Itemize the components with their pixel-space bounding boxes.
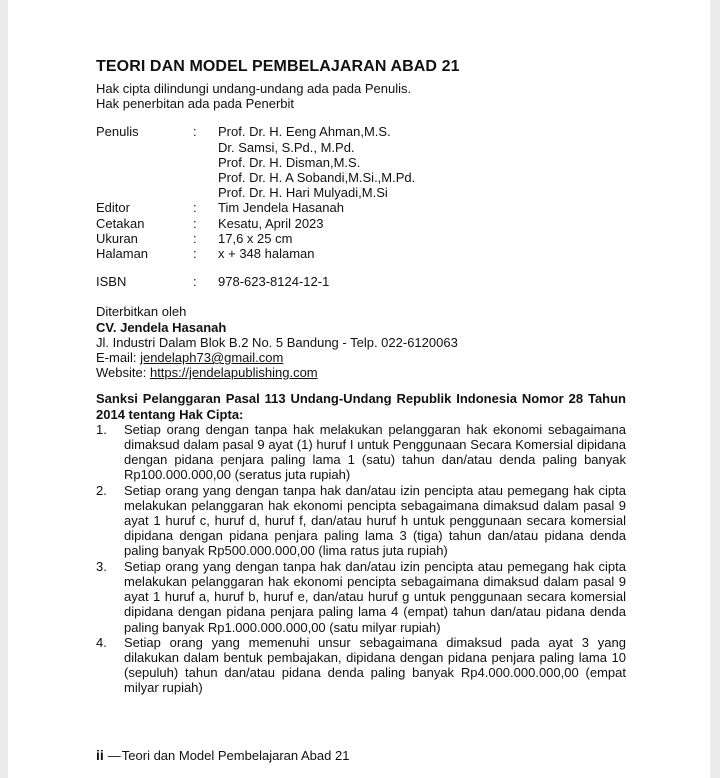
metadata-row-ukuran (96, 231, 626, 246)
copyright-line-1: Hak cipta dilindungi undang-undang ada pada Penulis. (96, 81, 412, 96)
list-item-text: Setiap orang yang dengan tanpa hak dan/atau izin pencipta atau pemegang hak cipta melakukan pelanggaran hak ekonomi pencipta sebagaimana dimaksud dalam pasal 9 ayat 1 huruf c, huruf d, huruf f, dan/atau huruf h untuk penggunaan secara komersial dipidana dengan pidana penjara paling lama 3 (tiga) tahun dan/atau pidana denda paling banyak Rp500.000.000,00 (lima ratus juta rupiah) (124, 482, 626, 559)
list-item-number: 4. (96, 634, 107, 650)
author-name: Prof. Dr. H. Hari Mulyadi,M.Si (218, 185, 388, 201)
footer-book-title: Teori dan Model Pembelajaran Abad 21 (121, 748, 350, 763)
metadata-label-cetakan: Cetakan (96, 215, 145, 231)
author-name: Prof. Dr. H. Eeng Ahman,M.S. (218, 124, 391, 140)
metadata-row-halaman (96, 246, 626, 261)
metadata-row-cetakan (96, 216, 626, 231)
metadata-row-penulis (96, 124, 626, 200)
email-label: E-mail: (96, 350, 137, 366)
author-name: Prof. Dr. H. Disman,M.S. (218, 154, 361, 170)
metadata-row-editor (96, 200, 626, 215)
colon-separator: : (193, 124, 197, 140)
sanction-item-3 (96, 559, 626, 635)
author-list (218, 124, 626, 200)
metadata-label-editor: Editor (96, 200, 130, 216)
isbn-value: 978-623-8124-12-1 (218, 274, 330, 290)
publisher-block (96, 304, 626, 380)
list-item-text: Setiap orang dengan tanpa hak melakukan pelanggaran hak ekonomi sebagaimana dimaksud dalam pasal 9 ayat (1) huruf I untuk Penggunaan Secara Komersial dipidana dengan pidana penjara paling lama 1 (satu) tahun dan/atau denda paling banyak Rp100.000.000,00 (seratus juta rupiah) (124, 421, 626, 483)
sanction-item-2 (96, 483, 626, 559)
list-item-number: 1. (96, 421, 107, 437)
publisher-address: Jl. Industri Dalam Blok B.2 No. 5 Bandung - Telp. 022-6120063 (96, 334, 458, 350)
website-label: Website: (96, 365, 147, 381)
publisher-website-line (96, 365, 626, 380)
sanction-item-4 (96, 635, 626, 696)
page-content (96, 57, 626, 696)
colon-separator: : (193, 230, 197, 246)
sanction-list (96, 422, 626, 696)
publisher-name: CV. Jendela Hasanah (96, 319, 227, 335)
author-name: Dr. Samsi, S.Pd., M.Pd. (218, 139, 355, 155)
email-link[interactable]: jendelaph73@gmail.com (140, 350, 284, 366)
author-name: Prof. Dr. H. A Sobandi,M.Si.,M.Pd. (218, 170, 416, 186)
page-number: ii (96, 747, 104, 763)
editor-value: Tim Jendela Hasanah (218, 200, 344, 216)
metadata-label-ukuran: Ukuran (96, 230, 138, 246)
metadata-label-penulis: Penulis (96, 124, 139, 140)
colon-separator: : (193, 200, 197, 216)
list-item-number: 3. (96, 558, 107, 574)
cetakan-value: Kesatu, April 2023 (218, 215, 324, 231)
page-footer (96, 747, 349, 764)
metadata-label-halaman: Halaman (96, 246, 149, 262)
published-by-label: Diterbitkan oleh (96, 304, 187, 320)
website-link[interactable]: https://jendelapublishing.com (149, 365, 318, 381)
list-item-number: 2. (96, 482, 107, 498)
scan-edge-left (0, 0, 8, 778)
colon-separator: : (193, 274, 197, 290)
publisher-email-line (96, 350, 626, 365)
isbn-label: ISBN (96, 274, 127, 290)
list-item-text: Setiap orang yang memenuhi unsur sebagaimana dimaksud pada ayat 3 yang dilakukan dalam bentuk pembajakan, dipidana dengan pidana penjara paling lama 10 (sepuluh) tahun dan/atau pidana denda paling banyak Rp4.000.000.000,00 (empat milyar rupiah) (124, 634, 626, 696)
book-metadata (96, 124, 626, 289)
colon-separator: : (193, 246, 197, 262)
sanction-heading: Sanksi Pelanggaran Pasal 113 Undang-Undang Republik Indonesia Nomor 28 Tahun 2014 tentang Hak Cipta: (96, 391, 626, 422)
footer-dash: — (107, 748, 121, 763)
scan-edge-right (710, 0, 720, 778)
halaman-value: x + 348 halaman (218, 246, 315, 262)
colon-separator: : (193, 215, 197, 231)
page-title: TEORI DAN MODEL PEMBELAJARAN ABAD 21 (96, 58, 460, 75)
sanction-item-1 (96, 422, 626, 483)
ukuran-value: 17,6 x 25 cm (218, 230, 293, 246)
isbn-row (96, 274, 626, 289)
list-item-text: Setiap orang yang dengan tanpa hak dan/atau izin pencipta atau pemegang hak cipta melakukan pelanggaran hak ekonomi pencipta sebagaimana dimaksud dalam pasal 9 ayat 1 huruf a, huruf b, huruf e, dan/atau huruf g untuk penggunaan secara komersial dipidana dengan pidana penjara paling lama 4 (empat) tahun dan/atau pidana denda paling banyak Rp1.000.000.000,00 (satu milyar rupiah) (124, 558, 626, 635)
copyright-line-2: Hak penerbitan ada pada Penerbit (96, 96, 295, 112)
